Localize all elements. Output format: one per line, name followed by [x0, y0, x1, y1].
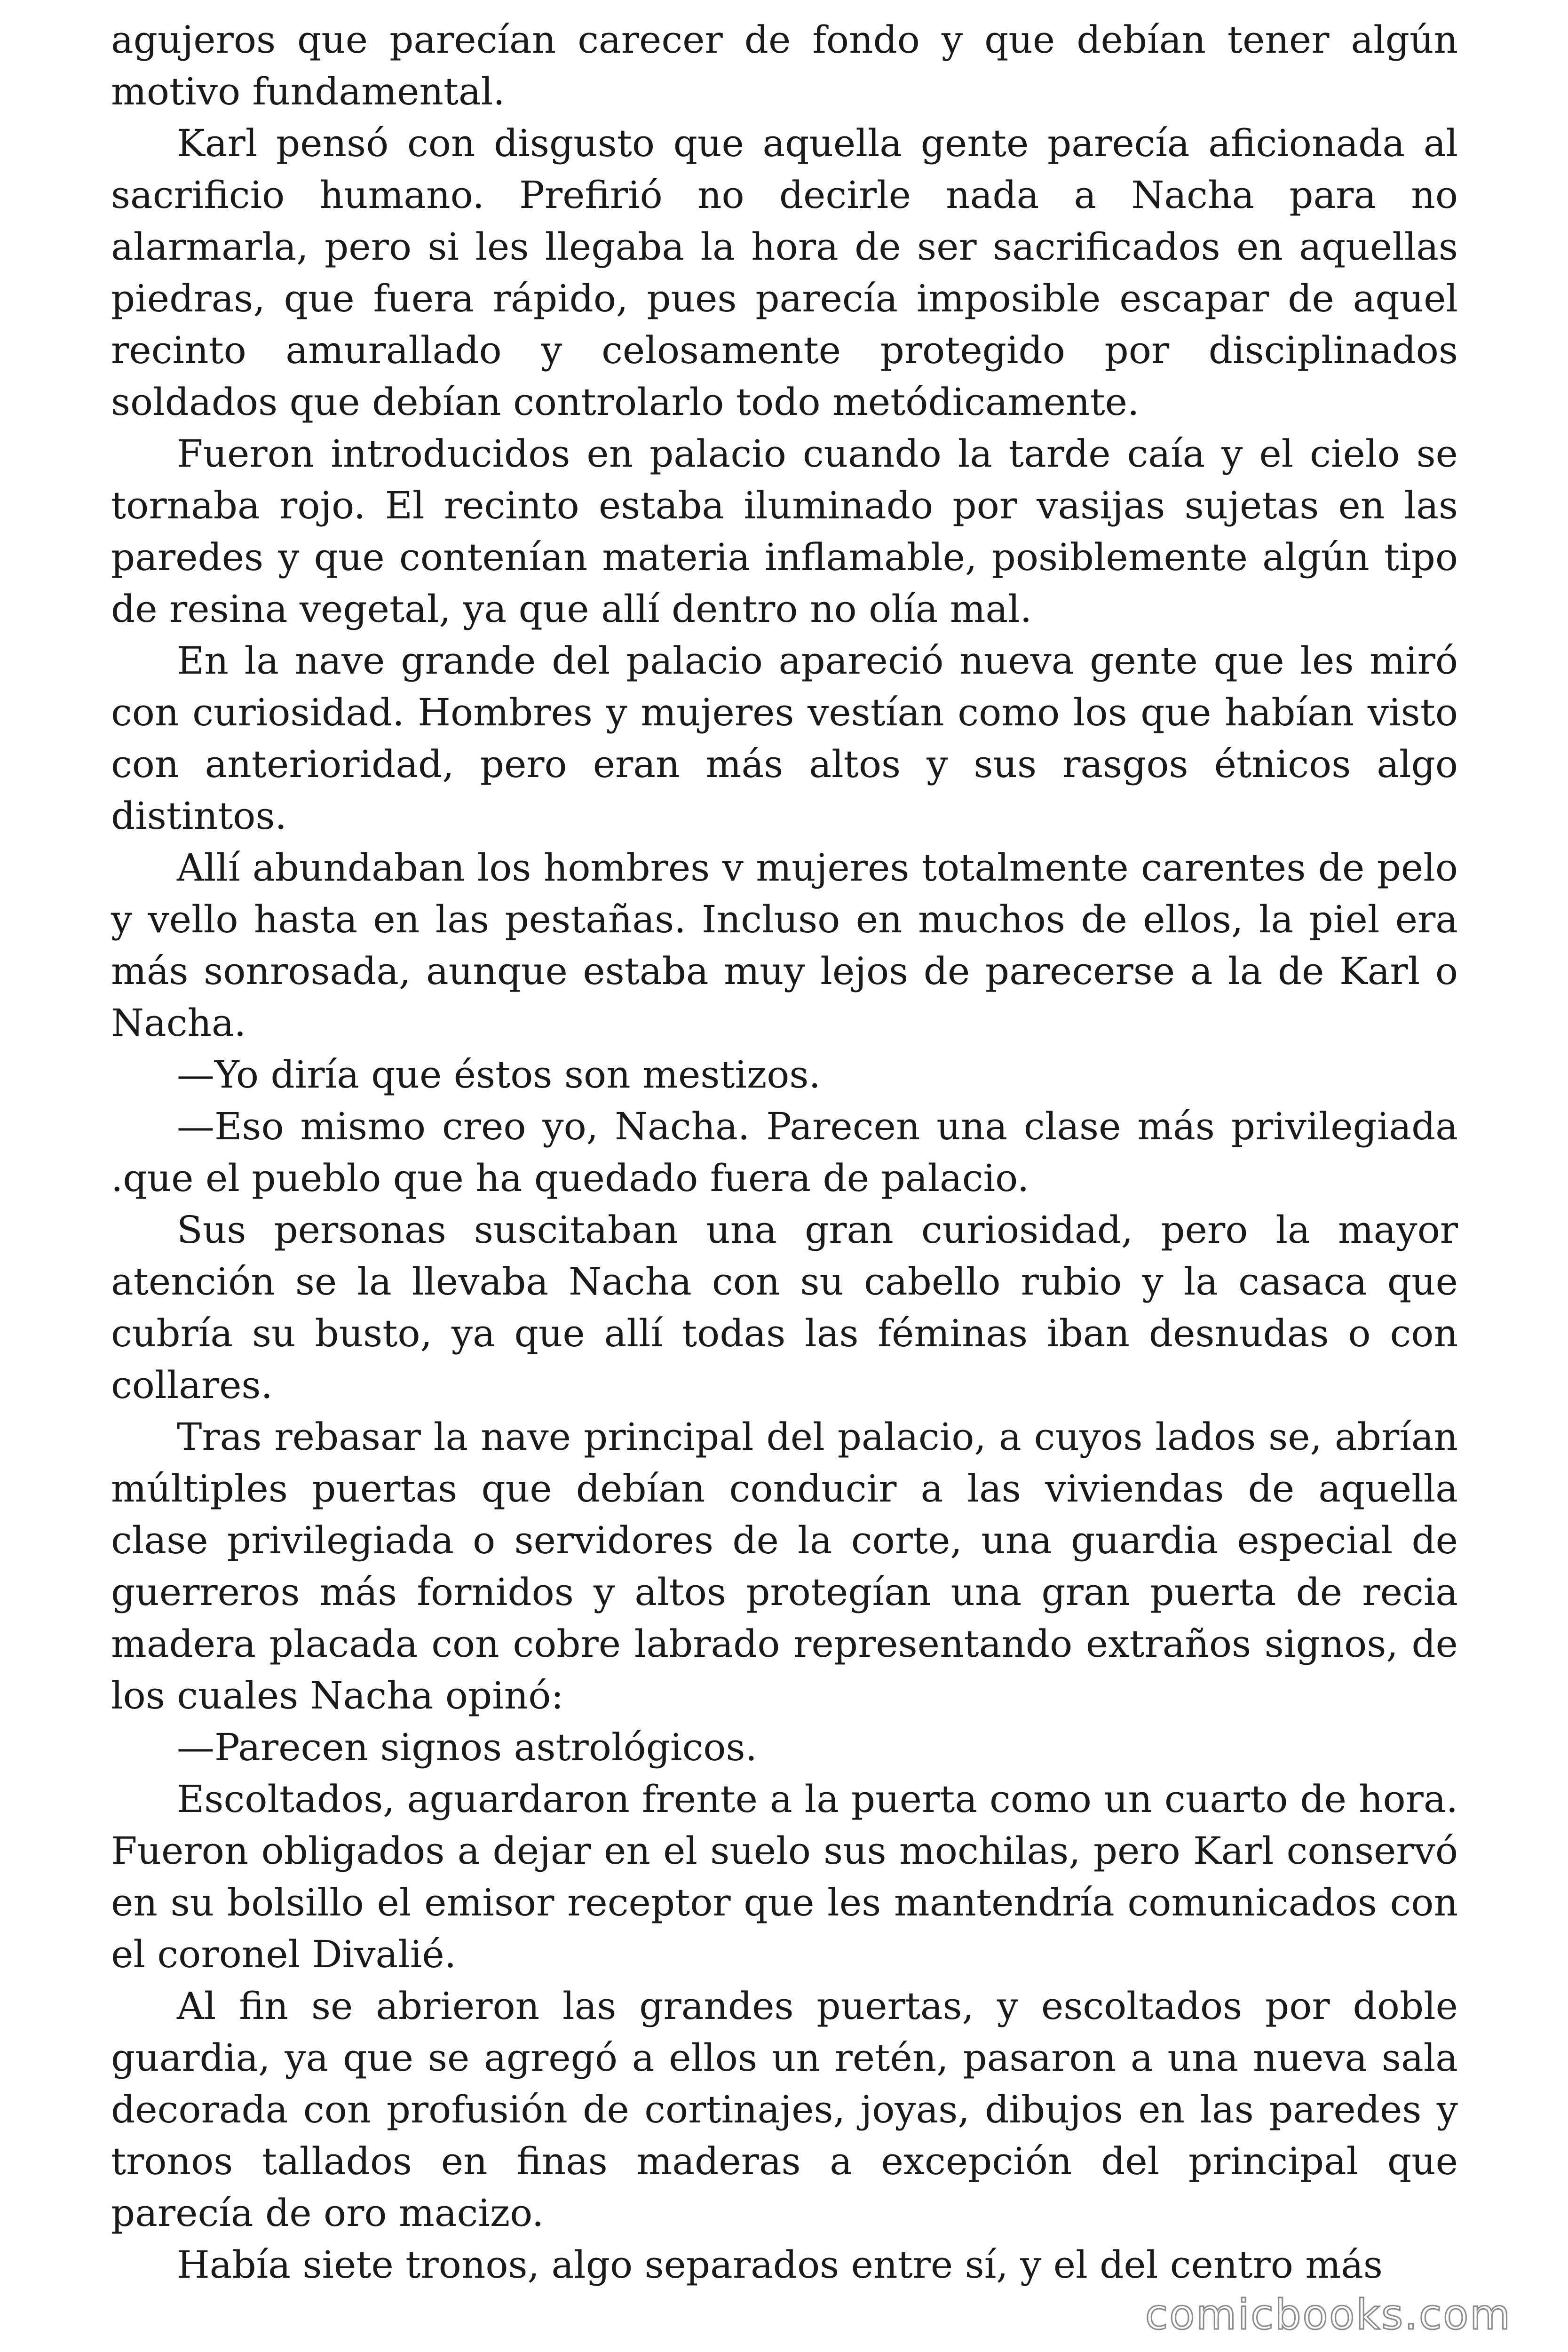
- body-text: [111, 14, 1458, 2291]
- paragraph-13: Había siete tronos, algo separados entre sí, y el del centro más: [177, 2243, 1383, 2287]
- paragraph-10: —Parecen signos astrológicos.: [177, 1725, 757, 1769]
- paragraph-2: Karl pensó con disgusto que aquella gente parecía aficionada al sacrificio humano. Prefirió no decirle nada a Nacha para no alarmarla, pero si les llegaba la hora de ser sacrificados en aquellas piedras, que fuera rápido, pues parecía imposible escapar de aquel recinto amurallado y celosamente protegido por disciplinados soldados que debían controlarlo todo metódicamente.: [111, 121, 1458, 424]
- paragraph-8: Sus personas suscitaban una gran curiosidad, pero la mayor atención se la llevaba Nacha con su cabello rubio y la casaca que cubría su busto, ya que allí todas las féminas iban desnudas o con collares.: [111, 1208, 1458, 1407]
- paragraph-12: Al fin se abrieron las grandes puertas, y escoltados por doble guardia, ya que se agregó a ellos un retén, pasaron a una nueva sala decorada con profusión de cortinajes, joyas, dibujos en las paredes y tronos tallados en finas maderas a excepción del principal que parecía de oro macizo.: [111, 1984, 1458, 2235]
- paragraph-3: Fueron introducidos en palacio cuando la tarde caía y el cielo se tornaba rojo. El recinto estaba iluminado por vasijas sujetas en las paredes y que contenían materia inflamable, posiblemente algún tipo de resina vegetal, ya que allí dentro no olía mal.: [111, 432, 1458, 631]
- paragraph-9: Tras rebasar la nave principal del palacio, a cuyos lados se, abrían múltiples puertas que debían conducir a las viviendas de aquella clase privilegiada o servidores de la corte, una guardia especial de guerreros más fornidos y altos protegían una gran puerta de recia madera placada con cobre labrado representando extraños signos, de los cuales Nacha opinó:: [111, 1415, 1458, 1717]
- paragraph-1: agujeros que parecían carecer de fondo y que debían tener algún motivo fundamental.: [111, 18, 1458, 113]
- paragraph-6: —Yo diría que éstos son mestizos.: [177, 1053, 821, 1097]
- paragraph-4: En la nave grande del palacio apareció nueva gente que les miró con curiosidad. Hombres y mujeres vestían como los que habían visto con anterioridad, pero eran más altos y sus rasgos étnicos algo distintos.: [111, 639, 1458, 838]
- paragraph-11: Escoltados, aguardaron frente a la puerta como un cuarto de hora. Fueron obligados a dejar en el suelo sus mochilas, pero Karl conservó en su bolsillo el emisor receptor que les mantendría comunicados con el coronel Divalié.: [111, 1777, 1458, 1976]
- watermark: comicbooks.com: [1145, 2290, 1512, 2339]
- paragraph-5: Allí abundaban los hombres v mujeres totalmente carentes de pelo y vello hasta en las pestañas. Incluso en muchos de ellos, la piel era más sonrosada, aunque estaba muy lejos de parecerse a la de Karl o Nacha.: [111, 846, 1458, 1045]
- paragraph-7: —Eso mismo creo yo, Nacha. Parecen una clase más privilegiada .que el pueblo que ha quedado fuera de palacio.: [111, 1104, 1458, 1200]
